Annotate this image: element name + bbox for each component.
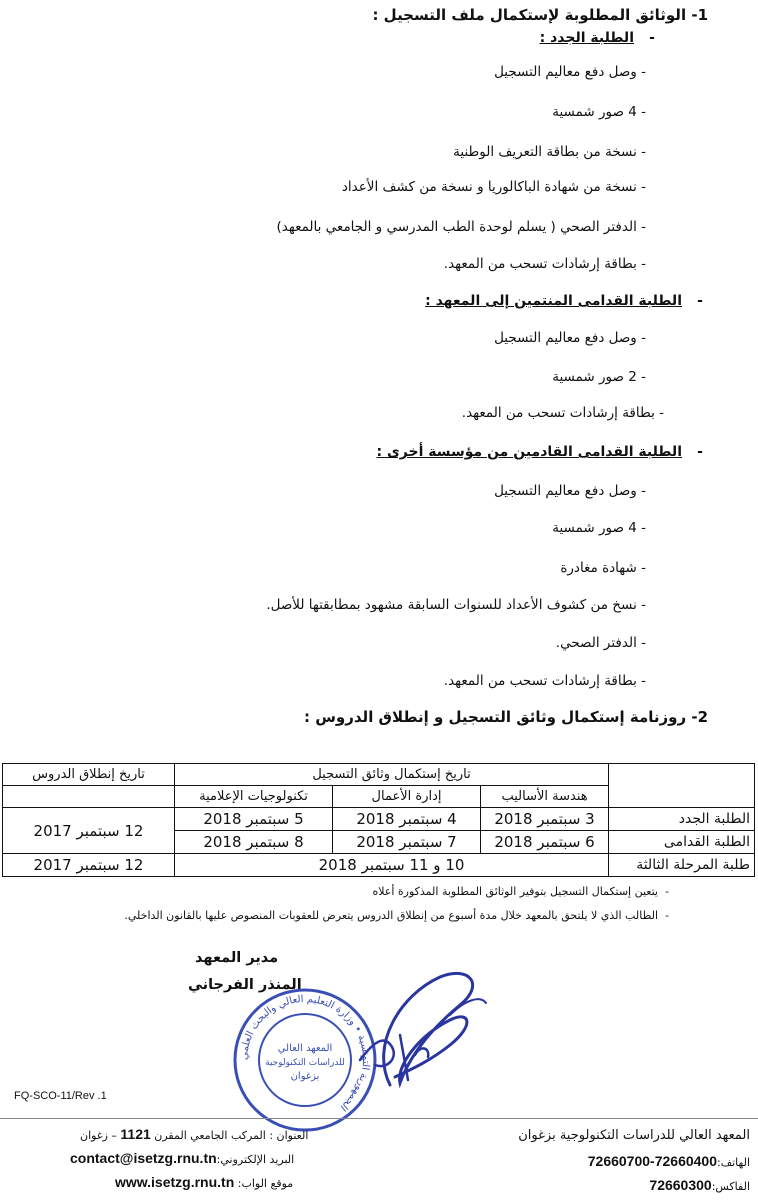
list-item: - وصل دفع معاليم التسجيل: [494, 64, 646, 80]
section-2-title: روزنامة إستكمال وثائق التسجيل و إنطلاق الدروس :: [304, 708, 687, 726]
list-item: - نسخة من بطاقة التعريف الوطنية: [453, 144, 646, 160]
category-title: الطلبة الجدد :: [539, 30, 634, 46]
header-business: إدارة الأعمال: [333, 786, 481, 808]
category-title: الطلبة القدامى المنتمين إلى المعهد :: [425, 293, 682, 309]
cell-it: 5 سبتمبر 2018: [175, 808, 333, 831]
cell-it: 8 سبتمبر 2018: [175, 831, 333, 854]
note-text: يتعين إستكمال التسجيل بتوفير الوثائق المطلوبة المذكورة أعلاه: [372, 885, 658, 898]
document-reference: FQ-SCO-11/Rev .1: [14, 1090, 107, 1102]
list-item: - بطاقة إرشادات تسحب من المعهد.: [443, 256, 646, 272]
footer-divider: [0, 1118, 758, 1119]
row-label: طلبة المرحلة الثالثة: [609, 854, 755, 877]
svg-text:المعهد العالي: المعهد العالي: [277, 1043, 333, 1054]
cell-start-date: 12 سبتمبر 2017: [3, 808, 175, 854]
table-row: [3, 808, 755, 831]
footer-institute: المعهد العالي للدراسات التكنولوجية بزغوان: [518, 1128, 750, 1143]
list-item: - الدفتر الصحي ( يسلم لوحدة الطب المدرسي و الجامعي بالمعهد): [276, 219, 646, 235]
note-item: -يتعين إستكمال التسجيل بتوفير الوثائق المطلوبة المذكورة أعلاه: [372, 885, 669, 898]
section-2-heading: [304, 708, 708, 726]
list-item: - 2 صور شمسية: [552, 369, 646, 385]
list-item: - نسخ من كشوف الأعداد للسنوات السابقة مشهود بمطابقتها للأصل.: [266, 597, 646, 613]
email-link[interactable]: contact@isetzg.rnu.tn: [70, 1150, 217, 1166]
footer-phone: الهاتف:72660400-72660700: [587, 1153, 750, 1169]
website-link[interactable]: www.isetzg.rnu.tn: [115, 1174, 235, 1190]
table-corner-cell: [609, 764, 755, 808]
footer-fax: الفاكس:72660300: [649, 1177, 750, 1193]
section-1-number: 1-: [691, 6, 708, 24]
row-label: الطلبة الجدد: [609, 808, 755, 831]
footer-email: البريد الإلكتروني:contact@isetzg.rnu.tn: [70, 1150, 295, 1166]
table-row: [3, 854, 755, 877]
category-new-students: -الطلبة الجدد :: [539, 30, 655, 46]
cell-business: 7 سبتمبر 2018: [333, 831, 481, 854]
row-label: الطلبة القدامى: [609, 831, 755, 854]
list-item: - وصل دفع معاليم التسجيل: [494, 483, 646, 499]
cell-business: 4 سبتمبر 2018: [333, 808, 481, 831]
schedule-table: [2, 763, 755, 877]
header-start-empty: [3, 786, 175, 808]
header-it: تكنولوجيات الإعلامية: [175, 786, 333, 808]
list-item: - 4 صور شمسية: [552, 520, 646, 536]
category-returning-students: -الطلبة القدامى المنتمين إلى المعهد :: [425, 293, 703, 309]
list-item: - بطاقة إرشادات تسحب من المعهد.: [443, 673, 646, 689]
cell-third-docs: 10 و 11 سبتمبر 2018: [175, 854, 609, 877]
header-docs: تاريخ إستكمال وثائق التسجيل: [175, 764, 609, 786]
note-item: -الطالب الذي لا يلتحق بالمعهد خلال مدة أسبوع من إنطلاق الدروس يتعرض للعقوبات المنصوص عليها بالقانون الداخلي.: [124, 909, 669, 922]
footer-website: موقع الواب: www.isetzg.rnu.tn: [115, 1174, 294, 1190]
list-item: - شهادة مغادرة: [560, 560, 646, 576]
svg-text:للدراسات التكنولوجية: للدراسات التكنولوجية: [265, 1058, 345, 1068]
section-1-title: الوثائق المطلوبة لإستكمال ملف التسجيل :: [372, 6, 687, 24]
category-transfer-students: -الطلبة القدامى القادمين من مؤسسة أخرى :: [376, 444, 703, 460]
signature-role: مدير المعهد: [195, 950, 279, 966]
cell-methods: 3 سبتمبر 2018: [481, 808, 609, 831]
svg-text:بزغوان: بزغوان: [290, 1071, 320, 1082]
category-title: الطلبة القدامى القادمين من مؤسسة أخرى :: [376, 444, 682, 460]
cell-third-start: 12 سبتمبر 2017: [3, 854, 175, 877]
list-item: - وصل دفع معاليم التسجيل: [494, 330, 646, 346]
list-item: - بطاقة إرشادات تسحب من المعهد.: [461, 405, 664, 421]
section-2-number: 2-: [691, 708, 708, 726]
signature-name: المنذر الفرجاني: [188, 977, 302, 993]
header-start: تاريخ إنطلاق الدروس: [3, 764, 175, 786]
footer-address: العنوان : المركب الجامعي المقرن 1121 – زغوان: [80, 1126, 309, 1142]
list-item: - الدفتر الصحي.: [555, 635, 646, 651]
list-item: - نسخة من شهادة الباكالوريا و نسخة من كشف الأعداد: [341, 179, 646, 195]
section-1-heading: [372, 6, 708, 24]
note-text: الطالب الذي لا يلتحق بالمعهد خلال مدة أسبوع من إنطلاق الدروس يتعرض للعقوبات المنصوص عليها بالقانون الداخلي.: [124, 909, 658, 922]
svg-text:الجمهورية التونسية • وزارة الت: الجمهورية التونسية • وزارة التعليم العالي والبحث العلمي: [238, 993, 372, 1113]
header-methods: هندسة الأساليب: [481, 786, 609, 808]
cell-methods: 6 سبتمبر 2018: [481, 831, 609, 854]
handwritten-signature: [300, 965, 490, 1095]
list-item: - 4 صور شمسية: [552, 104, 646, 120]
